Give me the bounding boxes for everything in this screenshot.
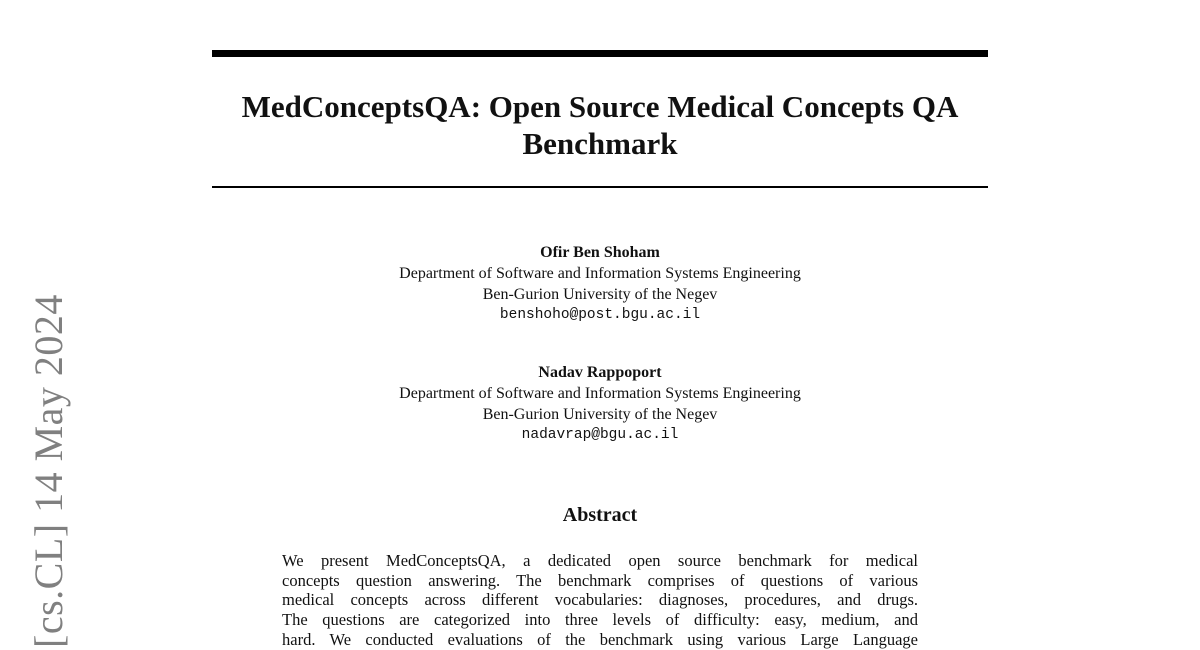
title-bottom-rule — [212, 186, 988, 188]
author-affiliation: Ben-Gurion University of the Negev — [482, 406, 718, 423]
author-email: benshoho@post.bgu.ac.il — [499, 307, 701, 323]
author-email: nadavrap@bgu.ac.il — [521, 427, 679, 443]
arxiv-stamp-text: [cs.CL] 14 May 2024 — [26, 294, 71, 648]
paper-title-line-2: Benchmark — [522, 126, 678, 161]
paper-title-line-1: MedConceptsQA: Open Source Medical Concepts QA — [241, 89, 959, 124]
paper-title — [212, 88, 988, 162]
abstract-body — [282, 551, 918, 650]
abstract-line: The questions are categorized into three levels of difficulty: easy, medium, and — [282, 610, 918, 630]
title-top-rule — [212, 50, 988, 57]
author-block-1 — [212, 242, 988, 326]
abstract-line: We present MedConceptsQA, a dedicated open source benchmark for medical — [282, 551, 918, 570]
abstract-line: medical concepts across different vocabularies: diagnoses, procedures, and drugs. — [282, 590, 918, 610]
abstract-line: concepts question answering. The benchmark comprises of questions of various — [282, 570, 918, 590]
abstract-heading: Abstract — [562, 504, 638, 526]
abstract-line: hard. We conducted evaluations of the benchmark using various Large Language — [282, 629, 918, 649]
author-affiliation: Ben-Gurion University of the Negev — [482, 286, 718, 303]
author-department: Department of Software and Information Systems Engineering — [399, 385, 801, 402]
author-name: Nadav Rappoport — [538, 364, 662, 381]
author-name: Ofir Ben Shoham — [540, 244, 660, 261]
author-department: Department of Software and Information Systems Engineering — [399, 265, 801, 282]
author-block-2 — [212, 362, 988, 446]
